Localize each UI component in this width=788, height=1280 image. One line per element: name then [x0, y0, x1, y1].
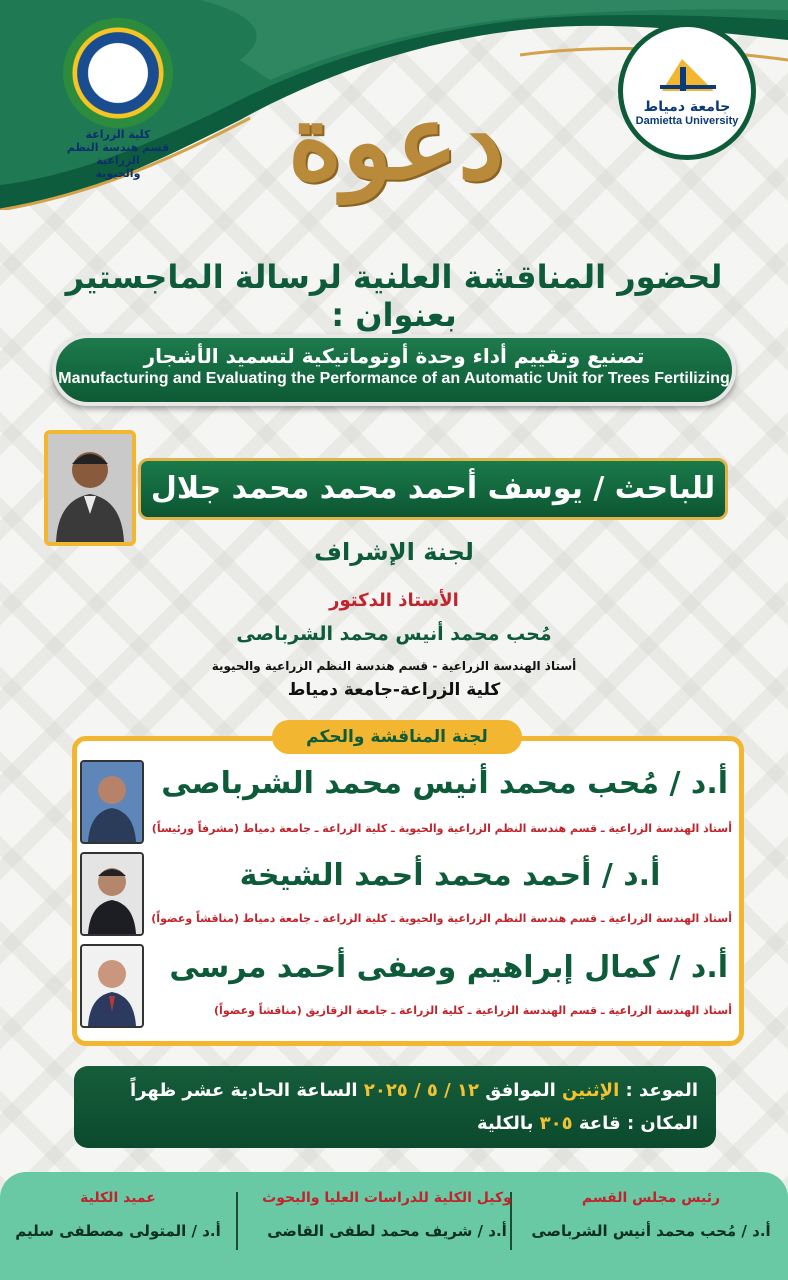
member-position: أستاذ الهندسة الزراعية ـ قسم هندسة النظم الزراعية والحيوية ـ كلية الزراعة ـ جامعة دمياط (مناقشاً وعضواً)	[151, 912, 732, 925]
person-silhouette-icon	[82, 762, 142, 842]
date-value: ١٢ / ٥ / ٢٠٢٥	[363, 1080, 479, 1101]
faculty-logo	[48, 18, 188, 180]
person-silhouette-icon	[48, 434, 132, 542]
page-headline: لحضور المناقشة العلنية لرسالة الماجستير بعنوان :	[65, 258, 723, 334]
university-name-en: Damietta University	[635, 115, 739, 127]
thesis-title-ar: تصنيع وتقييم أداء وحدة أوتوماتيكية لتسميد الأشجار	[143, 344, 645, 368]
signature-name: أ.د / شريف محمد لطفى القاضى	[267, 1222, 507, 1240]
signature-title: عميد الكلية	[80, 1190, 156, 1206]
thesis-title-banner	[52, 334, 736, 406]
signature-vice-dean	[262, 1190, 512, 1240]
member-photo	[80, 852, 144, 936]
member-position: أستاذ الهندسة الزراعية ـ قسم هندسة النظم الزراعية والحيوية ـ كلية الزراعة ـ جامعة دمياط (مشرفاً ورئيساً)	[151, 822, 732, 835]
university-mark-icon	[652, 53, 722, 93]
date-label: الموعد :	[625, 1080, 698, 1101]
faculty-emblem-icon	[63, 18, 173, 128]
faculty-logo-line-3: والحيوية	[95, 167, 141, 180]
supervisor-rank: الأستاذ الدكتور	[329, 590, 459, 611]
signature-name: أ.د / المتولى مصطفى سليم	[15, 1222, 221, 1240]
schedule-place-line	[92, 1107, 698, 1140]
faculty-logo-line-2: قسم هندسة النظم الزراعية	[66, 141, 170, 167]
member-photo	[80, 760, 144, 844]
supervisor-position: أستاذ الهندسة الزراعية - قسم هندسة النظم الزراعية والحيوية	[211, 659, 577, 673]
schedule-box	[74, 1066, 716, 1148]
hall-number: ٣٠٥	[539, 1113, 573, 1134]
time-value: الساعة الحادية عشر ظهراً	[129, 1080, 358, 1101]
person-silhouette-icon	[82, 946, 142, 1026]
researcher-photo	[44, 430, 136, 546]
supervisor-name: مُحب محمد أنيس محمد الشرباصى	[236, 623, 552, 645]
member-position: أستاذ الهندسة الزراعية ـ قسم الهندسة الزراعية ـ كلية الزراعة ـ جامعة الزقازيق (مناقشاً وعضواً)	[214, 1004, 732, 1017]
committee-title: لجنة المناقشة والحكم	[272, 720, 522, 754]
hall-suffix: بالكلية	[477, 1113, 534, 1134]
faculty-logo-line-1: كلية الزراعة	[85, 128, 151, 141]
university-name-ar: جامعة دمياط	[643, 99, 731, 115]
signature-title: رئيس مجلس القسم	[581, 1190, 721, 1206]
member-name: أ.د / كمال إبراهيم وصفى أحمد مرسى	[169, 950, 728, 985]
signature-title: وكيل الكلية للدراسات العليا والبحوث	[262, 1190, 512, 1206]
divider	[236, 1192, 238, 1250]
university-logo	[618, 22, 756, 160]
hall-word: قاعة	[578, 1113, 621, 1134]
person-silhouette-icon	[82, 854, 142, 934]
researcher-name-banner: للباحث / يوسف أحمد محمد محمد جلال	[138, 458, 728, 520]
member-name: أ.د / مُحب محمد أنيس محمد الشرباصى	[161, 766, 728, 801]
signature-head-of-department	[526, 1190, 776, 1240]
agreed-word: الموافق	[485, 1080, 556, 1101]
place-label: المكان :	[626, 1113, 698, 1134]
thesis-title-en: Manufacturing and Evaluating the Performance of an Automatic Unit for Trees Fertilizing	[58, 370, 730, 387]
signature-name: أ.د / مُحب محمد أنيس الشرباصى	[531, 1222, 771, 1240]
supervision-title: لجنة الإشراف	[314, 538, 474, 566]
invitation-calligraphy: دعوة	[287, 80, 505, 203]
signatures-footer	[0, 1172, 788, 1280]
day-value: الإثنين	[562, 1080, 620, 1101]
member-photo	[80, 944, 144, 1028]
member-name: أ.د / أحمد محمد أحمد الشيخة	[239, 858, 661, 893]
schedule-date-line	[92, 1074, 698, 1107]
supervisor-faculty: كلية الزراعة-جامعة دمياط	[287, 680, 501, 700]
signature-dean	[0, 1190, 236, 1240]
